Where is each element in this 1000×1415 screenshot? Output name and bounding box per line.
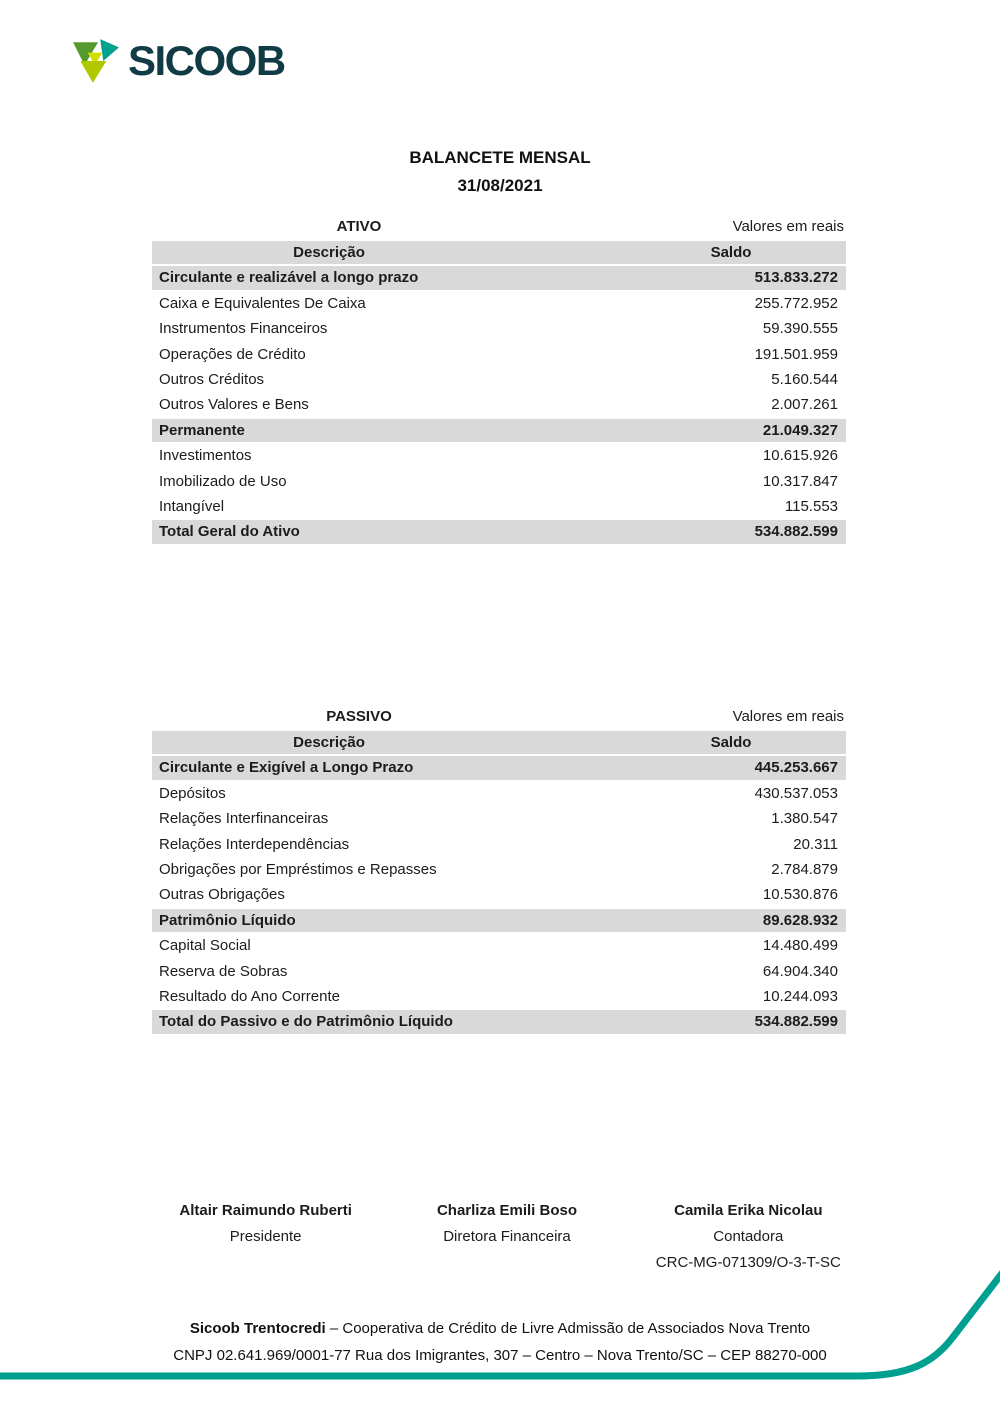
ativo-values-note: Valores em reais: [732, 218, 844, 235]
signature-role: Contadora: [713, 1228, 784, 1245]
row-value: 255.772.952: [754, 294, 838, 312]
row-label: Permanente: [159, 421, 245, 439]
row-label: Operações de Crédito: [159, 345, 306, 363]
row-value: 89.628.932: [762, 911, 838, 929]
row-value: 115.553: [784, 497, 838, 515]
row-label: Instrumentos Financeiros: [159, 320, 328, 338]
table-row: [152, 858, 846, 883]
row-label: Obrigações por Empréstimos e Repasses: [159, 860, 437, 878]
row-label: Outros Valores e Bens: [159, 396, 309, 414]
table-row: [152, 266, 846, 291]
table-row: [152, 782, 846, 807]
passivo-col-descricao: Descrição: [293, 734, 365, 751]
row-label: Caixa e Equivalentes De Caixa: [159, 294, 366, 312]
signature-crc-number: CRC-MG-071309/O-3-T-SC: [655, 1254, 841, 1271]
passivo-table-header: [152, 731, 846, 756]
row-label: Depósitos: [159, 784, 226, 802]
row-label: Circulante e realizável a longo prazo: [159, 269, 419, 287]
table-row: [152, 909, 846, 934]
row-value: 1.380.547: [771, 810, 838, 828]
row-value: 10.615.926: [762, 447, 838, 465]
row-value: 513.833.272: [754, 269, 838, 287]
ativo-table-header: [152, 241, 846, 266]
table-row: [152, 368, 846, 393]
row-label: Resultado do Ano Corrente: [159, 987, 340, 1005]
table-row: [152, 756, 846, 781]
row-label: Outras Obrigações: [159, 886, 285, 904]
signature-role: Diretora Financeira: [443, 1228, 571, 1245]
sicoob-logo-mark-icon: [72, 38, 120, 84]
passivo-label: PASSIVO: [326, 708, 392, 725]
row-value: 21.049.327: [762, 421, 838, 439]
row-value: 445.253.667: [754, 759, 838, 777]
table-row: [152, 419, 846, 444]
footer-coop-desc: – Cooperativa de Crédito de Livre Admissão de Associados Nova Trento: [325, 1320, 811, 1337]
table-row: [152, 495, 846, 520]
passivo-col-saldo: Saldo: [710, 734, 752, 751]
row-label: Investimentos: [159, 447, 252, 465]
row-label: Intangível: [159, 497, 225, 515]
footer-address-line: CNPJ 02.641.969/0001-77 Rua dos Imigrantes, 307 – Centro – Nova Trento/SC – CEP 88270-000: [173, 1347, 827, 1364]
table-row: [152, 444, 846, 469]
ativo-col-descricao: Descrição: [293, 244, 365, 261]
sicoob-logo: [72, 38, 285, 84]
row-value: 10.317.847: [762, 472, 838, 490]
table-row: [152, 807, 846, 832]
ativo-section: [152, 218, 846, 546]
passivo-section-header: [152, 708, 846, 725]
table-row: [152, 317, 846, 342]
signature-name: Camila Erika Nicolau: [674, 1202, 823, 1219]
row-label: Total Geral do Ativo: [159, 523, 300, 541]
row-value: 20.311: [793, 835, 838, 853]
footer-info: [0, 1315, 1000, 1369]
row-label: Relações Interfinanceiras: [159, 810, 329, 828]
signature-financial-director: [386, 1198, 627, 1276]
signature-name: Charliza Emili Boso: [436, 1202, 578, 1219]
ativo-table-body: [152, 266, 846, 545]
row-label: Outros Créditos: [159, 370, 265, 388]
signature-president: [145, 1198, 386, 1276]
table-row: [152, 520, 846, 545]
signatures-block: [145, 1198, 869, 1276]
table-row: [152, 833, 846, 858]
row-value: 191.501.959: [754, 345, 838, 363]
row-value: 534.882.599: [754, 523, 838, 541]
row-value: 10.530.876: [762, 886, 838, 904]
passivo-section: [152, 708, 846, 1036]
row-value: 2.784.879: [771, 860, 838, 878]
passivo-table-body: [152, 756, 846, 1035]
row-label: Patrimônio Líquido: [159, 911, 296, 929]
row-value: 2.007.261: [771, 396, 838, 414]
row-label: Circulante e Exigível a Longo Prazo: [159, 759, 414, 777]
signature-role: Presidente: [229, 1228, 302, 1245]
table-row: [152, 470, 846, 495]
footer-coop-name-line: [0, 1315, 1000, 1342]
footer-coop-name: Sicoob Trentocredi: [189, 1320, 326, 1337]
report-date: 31/08/2021: [457, 176, 543, 195]
report-title: BALANCETE MENSAL: [409, 148, 591, 167]
ativo-section-header: [152, 218, 846, 235]
table-row: [152, 393, 846, 418]
row-label: Capital Social: [159, 937, 251, 955]
row-value: 430.537.053: [754, 784, 838, 802]
ativo-col-saldo: Saldo: [710, 244, 752, 261]
signature-accountant: [628, 1198, 869, 1276]
table-row: [152, 292, 846, 317]
row-label: Reserva de Sobras: [159, 962, 288, 980]
passivo-values-note: Valores em reais: [732, 708, 844, 725]
row-value: 64.904.340: [762, 962, 838, 980]
row-label: Total do Passivo e do Patrimônio Líquido: [159, 1013, 453, 1031]
row-value: 5.160.544: [771, 370, 838, 388]
sicoob-logo-text: SICOOB: [128, 37, 285, 84]
table-row: [152, 960, 846, 985]
row-value: 10.244.093: [762, 987, 838, 1005]
table-row: [152, 1010, 846, 1035]
row-value: 14.480.499: [762, 937, 838, 955]
row-value: 59.390.555: [762, 320, 838, 338]
table-row: [152, 343, 846, 368]
row-label: Imobilizado de Uso: [159, 472, 287, 490]
row-value: 534.882.599: [754, 1013, 838, 1031]
ativo-label: ATIVO: [336, 218, 382, 235]
table-row: [152, 883, 846, 908]
table-row: [152, 985, 846, 1010]
table-row: [152, 934, 846, 959]
document-title: [0, 144, 1000, 200]
signature-name: Altair Raimundo Ruberti: [179, 1202, 352, 1219]
row-label: Relações Interdependências: [159, 835, 350, 853]
